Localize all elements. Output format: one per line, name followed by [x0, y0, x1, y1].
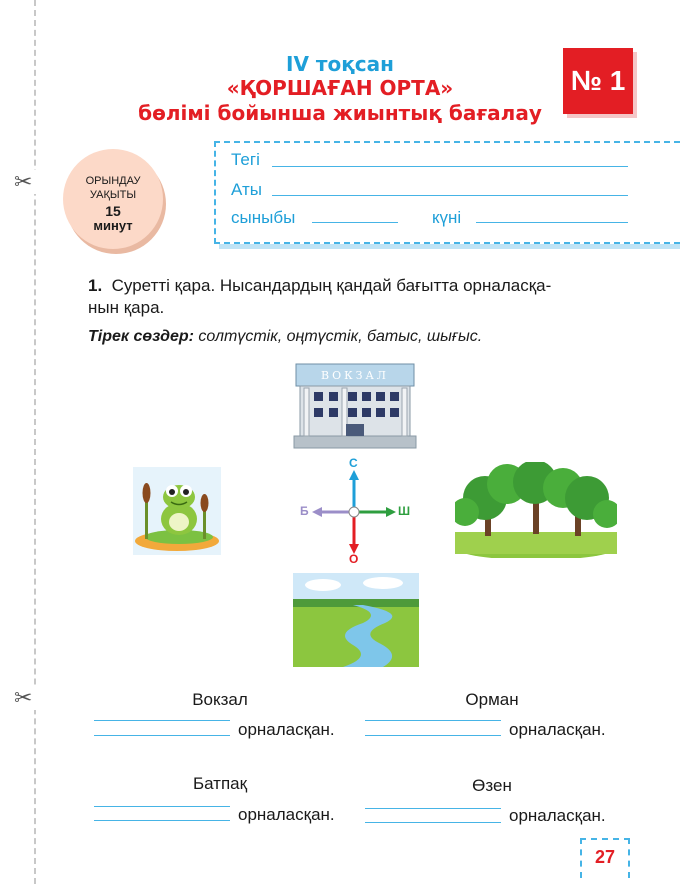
assessment-subtitle: бөлімі бойынша жиынтық бағалау	[138, 101, 542, 125]
answer-line[interactable]	[94, 820, 230, 821]
date-label: күні	[432, 208, 462, 227]
compass-north-label: С	[349, 456, 358, 470]
scissors-icon: ✂	[14, 686, 38, 710]
answer-suffix: орналасқан.	[238, 720, 335, 739]
task-text-1: Суретті қара. Нысандардың қандай бағытта орналасқа-	[111, 276, 552, 295]
time-badge	[63, 149, 163, 249]
answer-line[interactable]	[365, 720, 501, 721]
answer-object-river: Өзен	[472, 776, 512, 795]
compass-west-label: Б	[300, 504, 309, 518]
compass-east-label: Ш	[398, 504, 411, 518]
surname-field[interactable]	[272, 166, 628, 167]
answer-suffix: орналасқан.	[509, 806, 606, 825]
class-field[interactable]	[312, 222, 398, 223]
station-sign: ВОКЗАЛ	[321, 369, 389, 382]
quarter-title: IV тоқсан	[286, 52, 394, 76]
section-title: «ҚОРШАҒАН ОРТА»	[226, 76, 454, 100]
time-unit: минут	[93, 218, 133, 233]
time-label-1: ОРЫНДАУ	[85, 175, 141, 187]
date-field[interactable]	[476, 222, 628, 223]
time-label-2: УАҚЫТЫ	[89, 189, 137, 201]
answer-line[interactable]	[94, 720, 230, 721]
answer-line[interactable]	[94, 806, 230, 807]
answer-object-station: Вокзал	[192, 690, 248, 709]
answer-suffix: орналасқан.	[238, 805, 335, 824]
answer-object-swamp: Батпақ	[192, 774, 248, 793]
name-label: Аты	[231, 180, 262, 199]
station-picture	[292, 362, 418, 450]
compass-south-label: О	[349, 552, 359, 566]
keywords-text: солтүстік, оңтүстік, батыс, шығыс.	[198, 328, 483, 345]
scissors-icon: ✂	[14, 170, 38, 194]
page-number: 27	[580, 838, 630, 878]
cut-line	[34, 0, 36, 884]
answer-line[interactable]	[94, 735, 230, 736]
answer-line[interactable]	[365, 808, 501, 809]
task-text-2: нын қара.	[88, 298, 165, 317]
surname-label: Тегі	[231, 150, 260, 169]
time-minutes: 15	[105, 203, 121, 219]
answer-suffix: орналасқан.	[509, 720, 606, 739]
answer-line[interactable]	[365, 822, 501, 823]
answer-object-forest: Орман	[465, 690, 519, 709]
class-label: сыныбы	[231, 208, 296, 227]
answer-line[interactable]	[365, 735, 501, 736]
forest-picture	[455, 462, 617, 558]
assessment-number-badge: № 1	[563, 48, 633, 114]
swamp-frog-picture	[133, 467, 221, 555]
student-info-box	[214, 141, 680, 244]
keywords-line	[88, 328, 482, 346]
name-field[interactable]	[272, 195, 628, 196]
task-line-1	[88, 276, 551, 296]
river-picture	[293, 573, 419, 667]
keywords-label: Тірек сөздер:	[88, 328, 194, 345]
task-number: 1.	[88, 276, 103, 295]
